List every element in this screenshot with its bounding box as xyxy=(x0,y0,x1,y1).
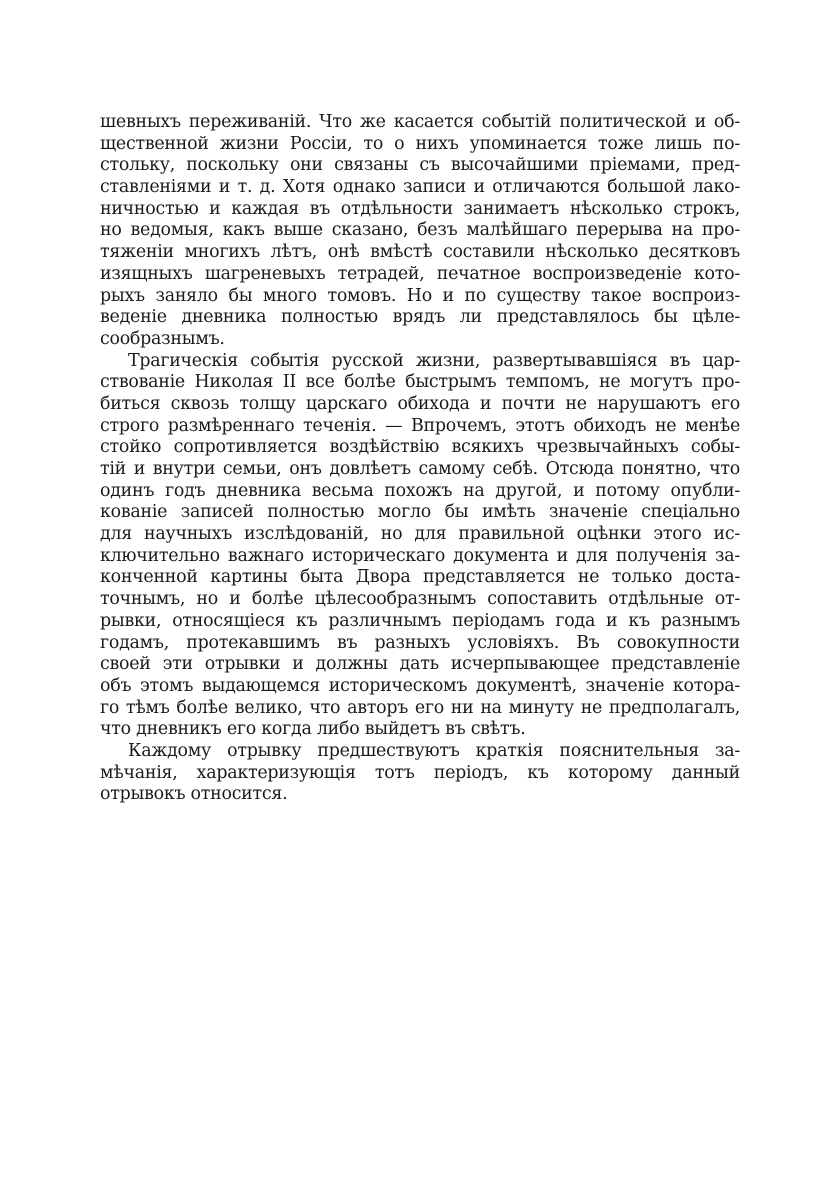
text-line: стойко сопротивляется воздѣйствію всякихъ чрезвычайныхъ собы- xyxy=(100,437,740,458)
text-line: для научныхъ изслѣдованій, но для правильной оцѣнки этого ис- xyxy=(100,524,740,545)
text-line: конченной картины быта Двора представляется не только доста- xyxy=(100,567,740,588)
text-line: веденіе дневника полностью врядъ ли представлялось бы цѣле- xyxy=(100,307,740,328)
text-line: рывки, относящіеся къ различнымъ періодамъ года и къ разнымъ xyxy=(100,610,740,631)
text-line: щественной жизни Россіи, то о нихъ упоминается тоже лишь по- xyxy=(100,133,740,154)
paragraph-3 xyxy=(100,741,740,806)
text-line: строго размѣреннаго теченія. — Впрочемъ, этотъ обиходъ не менѣе xyxy=(100,415,740,436)
text-line: мѣчанія, характеризующія тотъ періодъ, къ которому данный xyxy=(100,762,740,783)
text-line: го тѣмъ болѣе велико, что авторъ его ни на минуту не предполагалъ, xyxy=(100,697,740,718)
text-line: но ведомыя, какъ выше сказано, безъ малѣйшаго перерыва на про- xyxy=(100,220,740,241)
text-line: объ этомъ выдающемся историческомъ документѣ, значеніе котора- xyxy=(100,675,740,696)
text-line: тяженіи многихъ лѣтъ, онѣ вмѣстѣ составили нѣсколько десятковъ xyxy=(100,242,740,263)
text-line: ствованіе Николая II все болѣе быстрымъ темпомъ, не могутъ про- xyxy=(100,372,740,393)
text-line: годамъ, протекавшимъ въ разныхъ условіяхъ. Въ совокупности xyxy=(100,632,740,653)
paragraph-2 xyxy=(100,351,740,741)
text-line: ключительно важнаго историческаго документа и для полученія за- xyxy=(100,545,740,566)
text-line: своей эти отрывки и должны дать исчерпывающее представленіе xyxy=(100,654,740,675)
text-line: что дневникъ его когда либо выйдетъ въ свѣтъ. xyxy=(100,719,526,740)
text-line: изящныхъ шагреневыхъ тетрадей, печатное воспроизведеніе кото- xyxy=(100,263,740,284)
body-text xyxy=(100,112,740,806)
text-line: точнымъ, но и болѣе цѣлесообразнымъ сопоставить отдѣльные от- xyxy=(100,589,740,610)
text-line: шевныхъ переживаній. Что же касается событій политической и об- xyxy=(100,112,740,132)
text-line: ставленіями и т. д. Хотя однако записи и отличаются большой лако- xyxy=(100,177,740,198)
text-line: кованіе записей полностью могло бы имѣть значеніе спеціально xyxy=(100,502,740,523)
text-line: отрывокъ относится. xyxy=(100,784,288,805)
text-line: стольку, поскольку они связаны съ высочайшими пріемами, пред- xyxy=(100,155,740,176)
text-line: сообразнымъ. xyxy=(100,328,225,349)
text-line: одинъ годъ дневника весьма похожъ на другой, и потому опубли- xyxy=(100,480,740,501)
text-line: Каждому отрывку предшествуютъ краткія пояснительныя за- xyxy=(128,740,740,761)
text-line: Трагическія событія русской жизни, развертывавшіяся въ цар- xyxy=(128,350,740,371)
text-line: биться сквозь толщу царскаго обихода и почти не нарушаютъ его xyxy=(100,393,740,414)
paragraph-1 xyxy=(100,112,740,351)
text-line: рыхъ заняло бы много томовъ. Но и по существу такое воспроиз- xyxy=(100,285,740,306)
text-line: тій и внутри семьи, онъ довлѣетъ самому себѣ. Отсюда понятно, что xyxy=(100,459,740,479)
text-line: ничностью и каждая въ отдѣльности занимаетъ нѣсколько строкъ, xyxy=(100,198,740,219)
